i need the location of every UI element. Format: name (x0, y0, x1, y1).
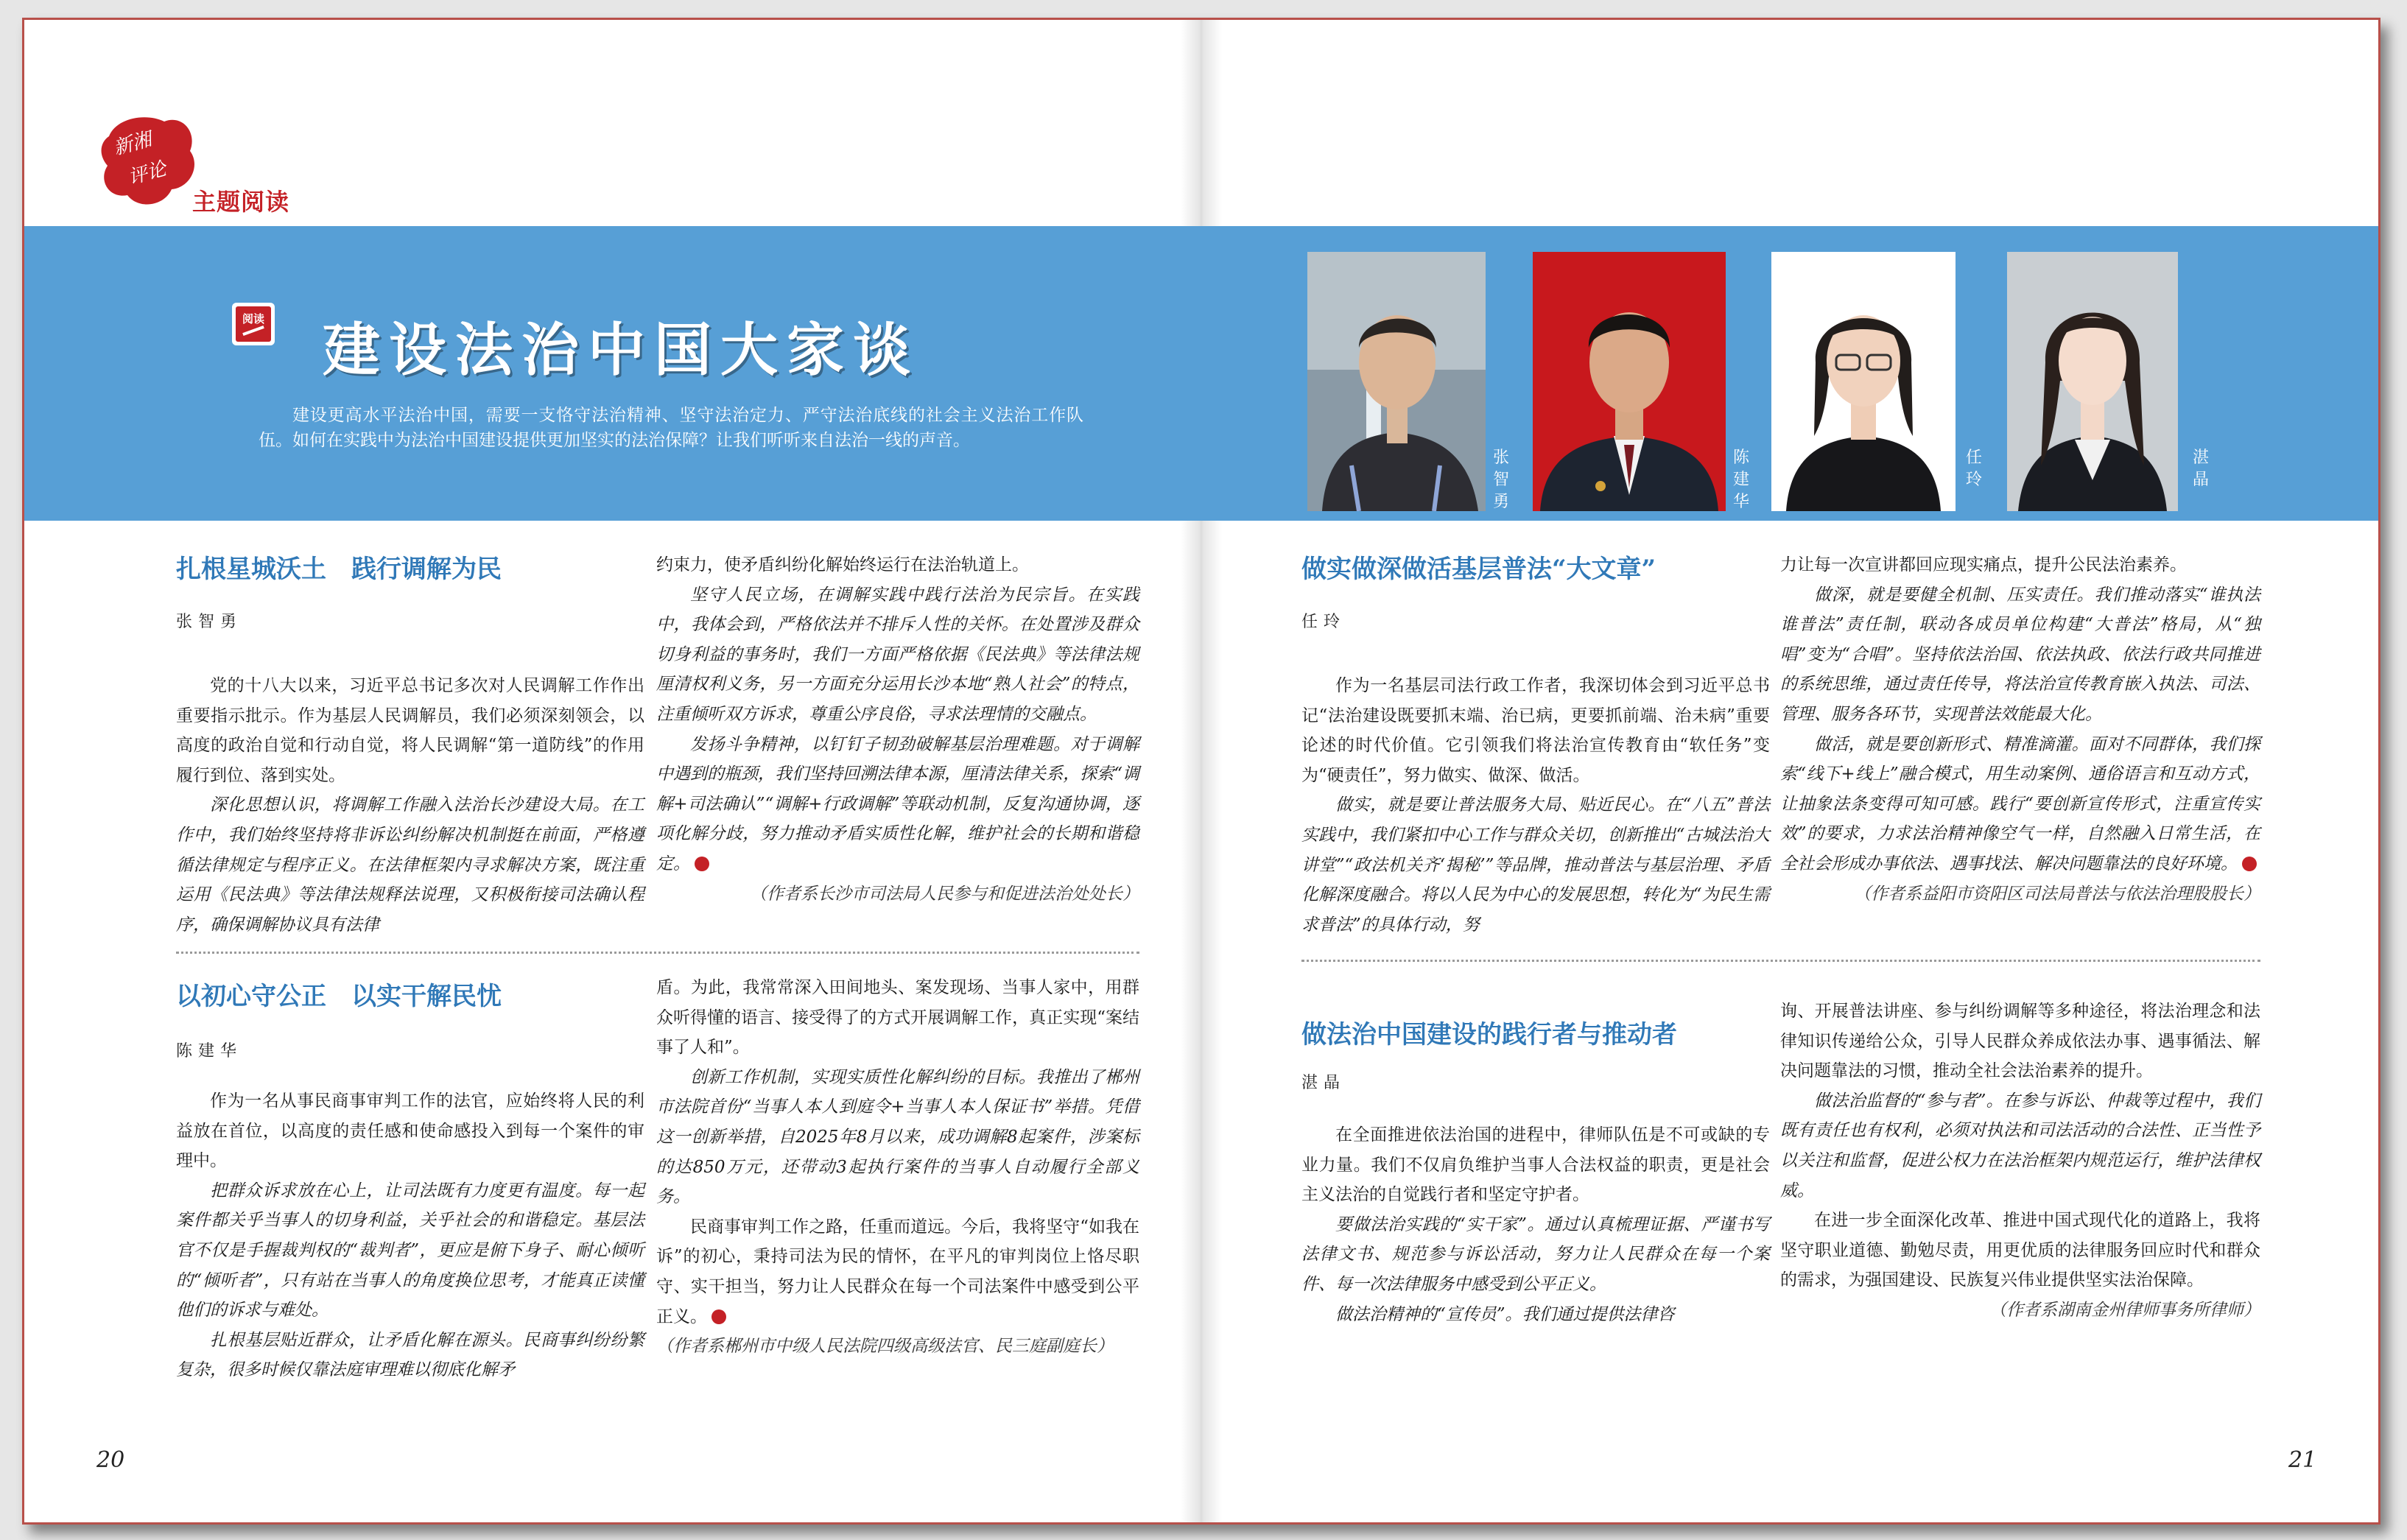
article-2-author-note: （作者系郴州市中级人民法院四级高级法官、民三庭副庭长） (656, 1337, 1114, 1357)
article-4-paragraph: 做法治精神的“宣传员”。我们通过提供法律咨 (1335, 1304, 1675, 1324)
author-name-2: 陈建华 (1732, 449, 1749, 511)
article-3-paragraph (1780, 730, 2260, 879)
author-name-4: 湛晶 (2192, 449, 2209, 489)
article-3-paragraph: 做实，就是要让普法服务大局、贴近民心。在“八五”普法实践中，我们紧扣中心工作与群众关切，创新推出“古城法治大讲堂”“政法机关齐‘揭秘’”等品牌，推动普法与基层治理、矛盾化解深度融合。将以人民为中心的发展思想，转化为“为民生需求普法”的具体行动，努 (1301, 795, 1770, 935)
author-photo-1 (1307, 252, 1486, 511)
article-2-column-2 (656, 973, 1139, 1362)
article-2-paragraph: 盾。为此，我常常深入田间地头、案发现场、当事人家中，用群众听得懂的语言、接受得了的方式开展调解工作，真正实现“案结事了人和”。 (656, 978, 1139, 1058)
article-3-author-note: （作者系益阳市资阳区司法局普法与依法治理股股长） (1854, 884, 2260, 904)
author-name-1: 张智勇 (1492, 449, 1509, 511)
article-1-paragraph: 党的十八大以来，习近平总书记多次对人民调解工作作出重要指示批示。作为基层人民调解员，我们必须深刻领会，以高度的政治自觉和行动自觉，将人民调解“第一道防线”的作用履行到位、落到实处。 (176, 676, 644, 785)
svg-text:新湘: 新湘 (110, 128, 154, 160)
article-1-paragraph (656, 730, 1139, 879)
article-2-paragraph-text: 民商事审判工作之路，任重而道远。今后，我将坚守“如我在诉”的初心，秉持司法为民的情怀，在平凡的审判岗位上恪尽职守、实干担当，努力让人民群众在每一个司法案件中感受到公平正义。 (656, 1217, 1139, 1326)
article-1-paragraph: 坚守人民立场，在调解实践中践行法治为民宗旨。在实践中，我体会到，严格依法并不排斥人性的关怀。在处置涉及群众切身利益的事务时，我们一方面严格依据《民法典》等法律法规厘清权利义务，另一方面充分运用长沙本地“熟人社会”的特点，注重倾听双方诉求，尊重公序良俗，寻求法理情的交融点。 (656, 585, 1139, 724)
reading-icon-label: 阅读 (236, 306, 271, 342)
author-photo-3 (1771, 252, 1956, 511)
article-3-paragraph: 力让每一次宣讲都回应现实痛点，提升公民法治素养。 (1780, 555, 2187, 574)
article-3-column-2 (1780, 550, 2260, 909)
article-1-paragraph: 约束力，使矛盾纠纷化解始终运行在法治轨道上。 (656, 555, 1029, 574)
article-4-paragraph: 要做法治实践的“实干家”。通过认真梳理证据、严谨书写法律文书、规范参与诉讼活动，努力让人民群众在每一个案件、每一次法律服务中感受到公平正义。 (1301, 1214, 1770, 1294)
reading-icon (232, 303, 275, 345)
article-author-4: 湛晶 (1301, 1074, 1346, 1092)
article-3-paragraph: 作为一名基层司法行政工作者，我深切体会到习近平总书记“法治建设既要抓末端、治已病，更要抓前端、治未病”重要论述的时代价值。它引领我们将法治宣传教育由“软任务”变为“硬责任”，努力做实、做深、做活。 (1301, 676, 1770, 785)
end-mark-icon (695, 857, 709, 871)
article-4-column-1 (1301, 1120, 1770, 1329)
article-title-4: 做法治中国建设的践行者与推动者 (1301, 1020, 1677, 1049)
article-author-2: 陈建华 (176, 1042, 243, 1061)
article-1-paragraph: 深化思想认识，将调解工作融入法治长沙建设大局。在工作中，我们始终坚持将非诉讼纠纷解决机制挺在前面，严格遵循法律规定与程序正义。在法律框架内寻求解决方案，既注重运用《民法典》等法律法规释法说理，又积极衔接司法确认程序，确保调解协议具有法律 (176, 795, 644, 935)
page-number-right: 21 (2288, 1447, 2317, 1473)
author-photo-2 (1533, 252, 1726, 511)
article-4-paragraph: 询、开展普法讲座、参与纠纷调解等多种途径，将法治理念和法律知识传递给公众，引导人民群众养成依法办事、遇事循法、解决问题靠法的习惯，推动全社会法治素养的提升。 (1780, 1002, 2260, 1081)
article-4-paragraph: 做法治监督的“参与者”。在参与诉讼、仲裁等过程中，我们既有责任也有权利，必须对执法和司法活动的合法性、正当性予以关注和监督，促进公权力在法治框架内规范运行，维护法律权威。 (1780, 1091, 2260, 1200)
author-photo-4 (2007, 252, 2178, 511)
article-3-paragraph-text: 做活，就是要创新形式、精准滴灌。面对不同群体，我们探索“线下+线上”融合模式，用生动案例、通俗语言和互动方式，让抽象法条变得可知可感。践行“要创新宣传形式，注重宣传实效”的要求，力求法治精神像空气一样，自然融入日常生活，在全社会形成办事依法、遇事找法、解决问题靠法的良好环境。 (1780, 734, 2260, 873)
article-title-2: 以初心守公正 以实干解民忧 (176, 982, 502, 1011)
banner-intro: 建设更高水平法治中国，需要一支恪守法治精神、坚守法治定力、严守法治底线的社会主义法治工作队伍。如何在实践中为法治中国建设提供更加坚实的法治保障？让我们听听来自法治一线的声音。 (259, 406, 1083, 450)
page-number-left: 20 (96, 1447, 125, 1473)
article-1-column-2 (656, 550, 1139, 909)
article-divider (1301, 960, 2260, 962)
end-mark-icon (2242, 857, 2257, 871)
article-4-paragraph: 在进一步全面深化改革、推进中国式现代化的道路上，我将坚守职业道德、勤勉尽责，用更优质的法律服务回应时代和群众的需求，为强国建设、民族复兴伟业提供坚实法治保障。 (1780, 1211, 2260, 1290)
article-divider (176, 952, 1139, 954)
magazine-spread (22, 18, 2380, 1525)
article-2-paragraph: 创新工作机制，实现实质性化解纠纷的目标。我推出了郴州市法院首份“当事人本人到庭令+当事人本人保证书”举措。凭借这一创新举措，自2025年8月以来，成功调解8起案件，涉案标的达850万元，还带动3起执行案件的当事人自动履行全部义务。 (656, 1067, 1139, 1207)
magazine-logo (94, 107, 205, 217)
article-2-column-1 (176, 1086, 644, 1385)
article-1-author-note: （作者系长沙市司法局人民参与和促进法治处处长） (750, 884, 1139, 904)
article-4-author-note: （作者系湖南金州律师事务所律师） (1989, 1300, 2260, 1320)
article-title-3: 做实做深做活基层普法“大文章” (1301, 555, 1656, 584)
article-1-paragraph-text: 发扬斗争精神，以钉钉子韧劲破解基层治理难题。对于调解中遇到的瓶颈，我们坚持回溯法律本源，厘清法律关系，探索“调解+司法确认”“调解+行政调解”等联动机制，反复沟通协调，逐项化解分歧，努力推动矛盾实质性化解，维护社会的长期和谐稳定。 (656, 734, 1139, 873)
article-1-column-1 (176, 671, 644, 940)
section-label: 主题阅读 (192, 188, 290, 216)
article-title-1: 扎根星城沃土 践行调解为民 (176, 555, 502, 584)
article-4-column-2 (1780, 996, 2260, 1326)
article-4-paragraph: 在全面推进依法治国的进程中，律师队伍是不可或缺的专业力量。我们不仅肩负维护当事人合法权益的职责，更是社会主义法治的自觉践行者和坚定守护者。 (1301, 1125, 1770, 1205)
article-2-paragraph: 把群众诉求放在心上，让司法既有力度更有温度。每一起案件都关乎当事人的切身利益，关乎社会的和谐稳定。基层法官不仅是手握裁判权的“裁判者”，更应是俯下身子、耐心倾听的“倾听者”，只有站在当事人的角度换位思考，才能真正读懂他们的诉求与难处。 (176, 1181, 644, 1321)
banner-title: 建设法治中国大家谈 (323, 317, 920, 384)
svg-text:评论: 评论 (125, 158, 169, 189)
article-3-paragraph: 做深，就是要健全机制、压实责任。我们推动落实“谁执法谁普法”责任制，联动各成员单位构建“大普法”格局，从“独唱”变为“合唱”。坚持依法治国、依法执政、依法行政共同推进的系统思维，通过责任传导，将法治宣传教育嵌入执法、司法、管理、服务各环节，实现普法效能最大化。 (1780, 585, 2260, 724)
article-2-paragraph: 扎根基层贴近群众，让矛盾化解在源头。民商事纠纷纷繁复杂，很多时候仅靠法庭审理难以彻底化解矛 (176, 1330, 644, 1380)
article-author-1: 张智勇 (176, 613, 243, 631)
article-3-column-1 (1301, 671, 1770, 940)
author-name-3: 任玲 (1965, 449, 1982, 489)
article-2-paragraph (656, 1212, 1139, 1332)
logo-graphic (94, 107, 205, 217)
article-2-paragraph: 作为一名从事民商事审判工作的法官，应始终将人民的利益放在首位，以高度的责任感和使命感投入到每一个案件的审理中。 (176, 1091, 644, 1171)
end-mark-icon (711, 1309, 726, 1324)
article-author-3: 任玲 (1301, 613, 1346, 631)
